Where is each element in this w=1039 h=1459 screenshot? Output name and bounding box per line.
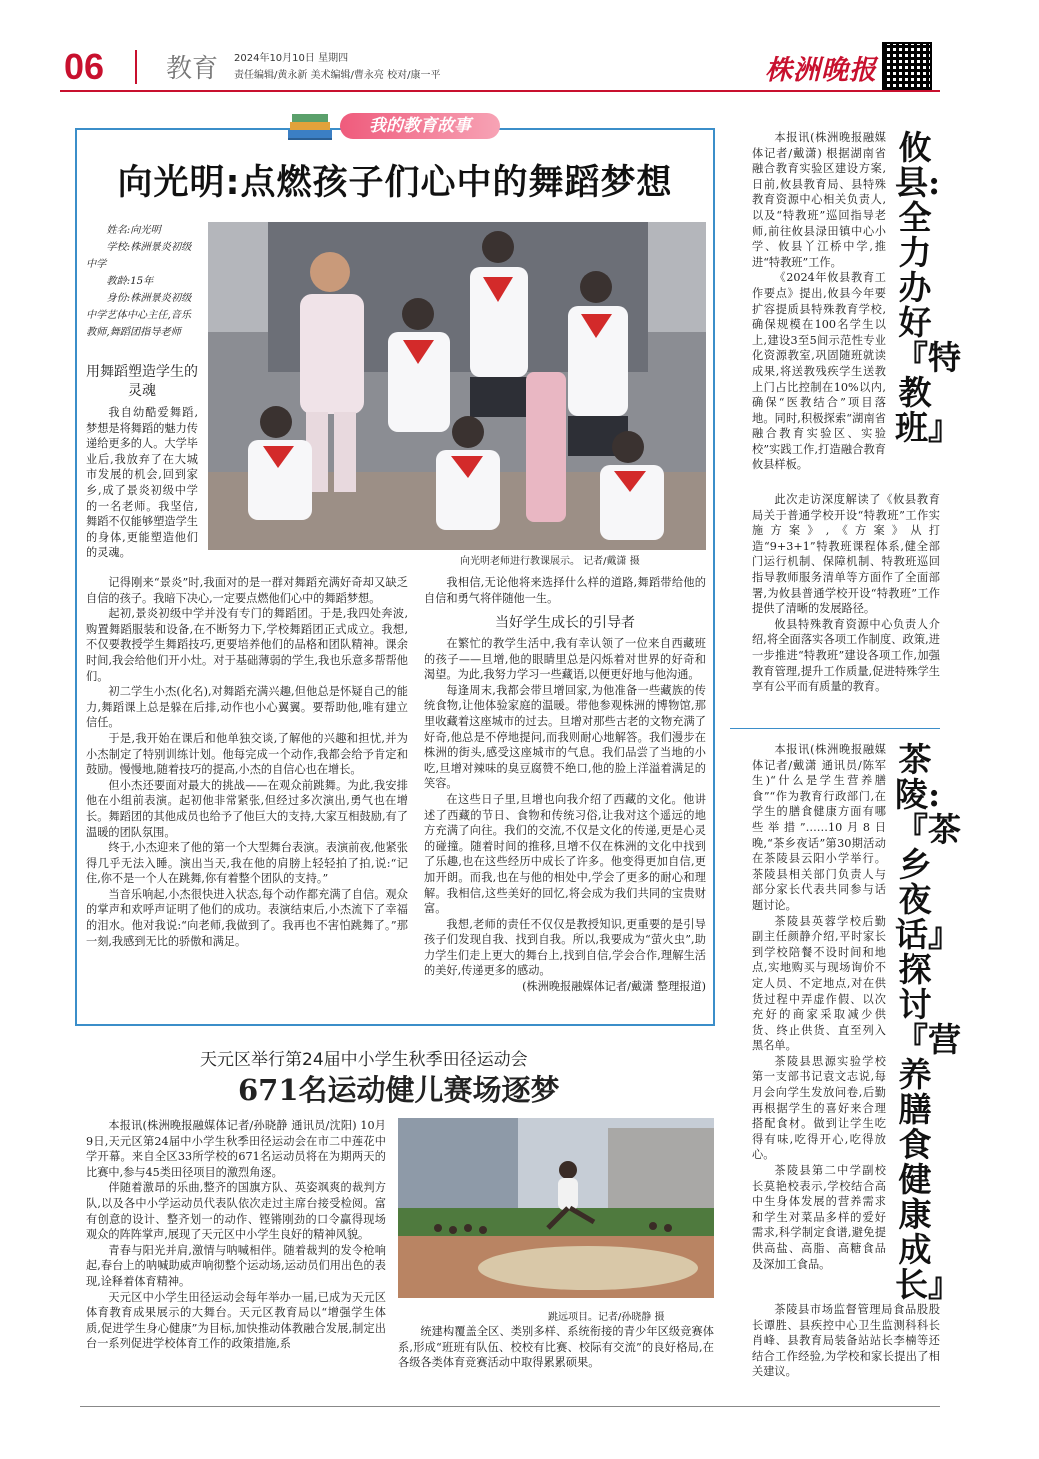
tianyuan-subtitle: 天元区举行第24届中小学生秋季田径运动会 bbox=[200, 1050, 528, 1070]
story-paragraph: 我想,老师的责任不仅仅是教授知识,更重要的是引导孩子们发现自我、找到自我。所以,我要成为“萤火虫”,助力学生们走上更大的舞台上,找到自信,学会合作,理解生活的美好,传递更多的感动。 bbox=[424, 917, 706, 978]
tianyuan-headline: 671名运动健儿赛场逐梦 bbox=[238, 1073, 560, 1107]
tianyuan-paragraph: 伴随着激昂的乐曲,整齐的国旗方队、英姿飒爽的裁判方队,以及各中小学运动员代表队依次走过主席台接受检阅。富有创意的设计、整齐划一的动作、铿锵刚劲的口令赢得现场观众的阵阵掌声,展现了天元区中小学生良好的精神风貌。 bbox=[86, 1181, 386, 1242]
story-paragraph: 在繁忙的教学生活中,我有幸认领了一位来自西藏班的孩子——旦增,他的眼睛里总是闪烁着对世界的好奇和渴望。为此,我努力学习一些藏语,以便更好地与他沟通。 bbox=[424, 637, 706, 682]
youxian-article bbox=[752, 130, 886, 473]
profile-line: 身份:株洲景炎初级中学艺体中心主任,音乐教师,舞蹈团指导老师 bbox=[86, 293, 192, 338]
story-right-top: 我相信,无论他将来选择什么样的道路,舞蹈带给他的自信和勇气将伴随他一生。 bbox=[424, 576, 706, 605]
tianyuan-article-cont: 统建构覆盖全区、类别多样、系统衔接的青少年区级竞赛体系,形成“班班有队伍、校校有比赛、校际有交流”的良好格局,在各级各类体育竞赛活动中取得累累硕果。 bbox=[398, 1325, 714, 1370]
chaling-paragraph: 本报讯(株洲晚报融媒体记者/戴潇 通讯员/陈军生)“什么是学生营养膳食”“作为教育行政部门,在学生的膳食健康方面有哪些举措”……10月8日晚,“茶乡夜话”第30期活动在茶陵县云阳小学举行。茶陵县相关部门负责人与部分家长代表共同参与话题讨论。 bbox=[752, 743, 886, 912]
column-tag: 我的教育故事 bbox=[340, 113, 500, 139]
chaling-paragraph: 茶陵县英蓉学校后勤副主任颜静介绍,平时家长到学校陪餐不设时间和地点,实地购买与现场询价不定人员、不定地点,对在供货过程中弄虚作假、以次充好的商家采取减少供货、终止供货、直至列入黑名单。 bbox=[752, 914, 886, 1053]
article-divider bbox=[730, 728, 940, 729]
subhead-dance: 用舞蹈塑造学生的灵魂 bbox=[86, 364, 198, 399]
tianyuan-paragraph: 青春与阳光并肩,激情与呐喊相伴。随着裁判的发令枪响起,春台上的呐喊助威声响彻整个运动场,运动员们用出色的表现,诠释着体育精神。 bbox=[86, 1243, 386, 1288]
issue-date: 2024年10月10日 星期四 bbox=[234, 53, 349, 64]
intro-paragraph: 我自幼酷爱舞蹈,梦想是将舞蹈的魅力传递给更多的人。大学毕业后,我放弃了在大城市发展的机会,回到家乡,成了景炎初级中学的一名老师。我坚信,舞蹈不仅能够塑造学生的身体,更能塑造他们的灵魂。 bbox=[86, 406, 198, 560]
youxian-title: 攸县:全力办好『特教班』 bbox=[895, 128, 961, 447]
newspaper-logo: 株洲晚报 bbox=[765, 55, 877, 86]
story-paragraph: 在这些日子里,旦增也向我介绍了西藏的文化。他讲述了西藏的节日、食物和传统习俗,让我对这个遥远的地方充满了向往。我们的交流,不仅是文化的传递,更是心灵的碰撞。随着时间的推移,旦增不仅在株洲的文化中找到了乐趣,也在这些经历中成长了许多。他变得更加自信,更加开朗。而我,也在与他的相处中,学会了更多的耐心和理解。我相信,这些美好的回忆,将会成为我们共同的宝贵财富。 bbox=[424, 792, 706, 916]
subhead-guide: 当好学生成长的引导者 bbox=[495, 615, 635, 631]
story-paragraph: 当音乐响起,小杰很快进入状态,每个动作都充满了自信。观众的掌声和欢呼声证明了他们的成功。表演结束后,小杰流下了幸福的泪水。他对我说:“向老师,我做到了。我再也不害怕跳舞了。”那一刻,我感到无比的骄傲和满足。 bbox=[86, 887, 408, 948]
editor-credits: 责任编辑/黄永新 美术编辑/曹永亮 校对/康一平 bbox=[234, 70, 441, 81]
section-name: 教育 bbox=[166, 54, 219, 84]
books-icon bbox=[284, 108, 336, 142]
header-rule bbox=[60, 90, 940, 92]
chaling-title: 茶陵:『茶乡夜话』探讨『营养膳食 健康成长』 bbox=[895, 740, 961, 1304]
chaling-article-cont bbox=[752, 1302, 940, 1380]
story-right-column bbox=[424, 636, 706, 995]
story-left-column bbox=[86, 575, 408, 949]
long-jump-photo bbox=[398, 1118, 714, 1298]
main-headline: 向光明:点燃孩子们心中的舞蹈梦想 bbox=[117, 163, 673, 203]
story-credit: (株洲晚报融媒体记者/戴潇 整理报道) bbox=[522, 980, 706, 994]
chaling-paragraph: 茶陵县思源实验学校第一支部书记袁文志说,每月会向学生发放问卷,后勤再根据学生的喜好来合理搭配食材。做到让学生吃得有味,吃得开心,吃得放心。 bbox=[752, 1054, 886, 1162]
dance-class-photo bbox=[208, 222, 706, 550]
tianyuan-article bbox=[86, 1118, 386, 1352]
page-number: 06 bbox=[64, 46, 105, 87]
story-paragraph: 每逢周末,我都会带旦增回家,为他准备一些藏族的传统食物,让他体验家庭的温暖。带他参观株洲的博物馆,那里收藏着这座城市的过去。旦增对那些古老的文物充满了好奇,他总是不停地提问,而我则耐心地解答。我们漫步在株洲的街头,感受这座城市的气息。我们品尝了当地的小吃,旦增对辣味的臭豆腐赞不绝口,他的脸上洋溢着满足的笑容。 bbox=[424, 683, 706, 791]
chaling-paragraph: 茶陵县第二中学副校长莫艳校表示,学校结合高中生身体发展的营养需求和学生对菜品多样的爱好需求,科学制定食谱,避免提供高盐、高脂、高糖食品及深加工食品。 bbox=[752, 1164, 886, 1271]
youxian-paragraph: 攸县特殊教育资源中心负责人介绍,将全面落实各项工作制度、政策,进一步推进“特教班”建设各项工作,加强教育管理,提升工作质量,促进特殊学生享有公平而有质量的教育。 bbox=[752, 617, 940, 694]
profile-line: 教龄:15年 bbox=[106, 276, 154, 287]
teacher-profile bbox=[86, 222, 198, 341]
tianyuan-paragraph: 本报讯(株洲晚报融媒体记者/孙晓静 通讯员/沈阳) 10月9日,天元区第24届中小学生秋季田径运动会在市二中莲花中学开幕。来自全区33所学校的671名运动员将在为期两天的比赛中,参与45类田径项目的激烈角逐。 bbox=[86, 1119, 386, 1179]
profile-line: 姓名:向光明 bbox=[106, 225, 161, 236]
youxian-paragraph: 本报讯(株洲晚报融媒体记者/戴潇) 根据湖南省融合教育实验区建设方案,日前,攸县教育局、县特殊教育资源中心相关负责人,以及“特教班”巡回指导老师,前往攸县渌田镇中心小学、攸县丫江桥中学,推进“特教班”工作。 bbox=[752, 131, 886, 269]
tianyuan-paragraph: 天元区中小学生田径运动会每年举办一届,已成为天元区体育教育成果展示的大舞台。天元区教育局以“增强学生体质,促进学生身心健康”为目标,加快推动体教融合发展,制定出台一系列促进学校体育工作的政策措施,系 bbox=[86, 1290, 386, 1351]
profile-line: 学校:株洲景炎初级中学 bbox=[86, 242, 192, 270]
photo-caption: 向光明老师进行教课展示。 记者/戴潇 摄 bbox=[460, 556, 640, 567]
header-divider bbox=[135, 50, 137, 84]
youxian-paragraph: 《2024年攸县教育工作要点》提出,攸县今年要扩容提质县特殊教育学校,确保规模在100名学生以上,建设3至5间示范性专业化资源教室,巩固随班就读成果,将送教残疾学生送教上门占比控制在10%以内,确保“医教结合”项目落地。同时,积极探索“湖南省融合教育实验区、实验校”实践工作,打造融合教育攸县样板。 bbox=[752, 271, 886, 472]
youxian-paragraph: 此次走访深度解读了《攸县教育局关于普通学校开设“特教班”工作实施方案》,《方案》从打造“9+3+1”特教班课程体系,健全部门运行机制、保障机制、特教班巡回指导教师服务清单等方面作了全面部署,为攸县普通学校开设“特教班”工作提供了清晰的发展路径。 bbox=[752, 493, 940, 616]
youxian-article-cont bbox=[752, 492, 940, 695]
story-paragraph: 初二学生小杰(化名),对舞蹈充满兴趣,但他总是怀疑自己的能力,舞蹈课上总是躲在后排,动作也小心翼翼。要帮助他,唯有建立信任。 bbox=[86, 685, 408, 730]
story-paragraph: 于是,我开始在课后和他单独交谈,了解他的兴趣和担忧,并为小杰制定了特别训练计划。他每完成一个动作,我都会给予肯定和鼓励。慢慢地,随着技巧的提高,小杰的自信心也在增长。 bbox=[86, 731, 408, 777]
chaling-paragraph: 茶陵县市场监督管理局食品股股长谭胜、县疾控中心卫生监测科科长肖峰、县教育局装备站站长李楠等还结合工作经验,为学校和家长提出了相关建议。 bbox=[752, 1303, 940, 1379]
story-paragraph: 终于,小杰迎来了他的第一个大型舞台表演。表演前夜,他紧张得几乎无法入睡。演出当天,我在他的肩膀上轻轻拍了拍,说:“记住,你不是一个人在跳舞,你有着整个团队的支持。” bbox=[86, 841, 408, 886]
story-paragraph: 记得刚来“景炎”时,我面对的是一群对舞蹈充满好奇却又缺乏自信的孩子。我暗下决心,一定要点燃他们心中的舞蹈梦想。 bbox=[86, 576, 408, 605]
story-paragraph: 起初,景炎初级中学并没有专门的舞蹈团。于是,我四处奔波,购置舞蹈服装和设备,在不断努力下,学校舞蹈团正式成立。我想,不仅要教授学生舞蹈技巧,更要培养他们的品格和团队精神。课余时间,我会给他们开小灶。对于基础薄弱的学生,我也乐意多帮帮他们。 bbox=[86, 607, 408, 683]
photo-caption: 跳远项目。记者/孙晓静 摄 bbox=[548, 1312, 665, 1323]
qr-code-icon[interactable] bbox=[882, 42, 932, 92]
story-paragraph: 但小杰还要面对最大的挑战——在观众前跳舞。为此,我安排他在小组前表演。起初他非常紧张,但经过多次演出,勇气也在增长。舞蹈团的其他成员也给予了他巨大的支持,大家互相鼓励,有了温暖的团队氛围。 bbox=[86, 778, 408, 839]
footer-rule bbox=[80, 1406, 940, 1407]
chaling-article bbox=[752, 742, 886, 1272]
